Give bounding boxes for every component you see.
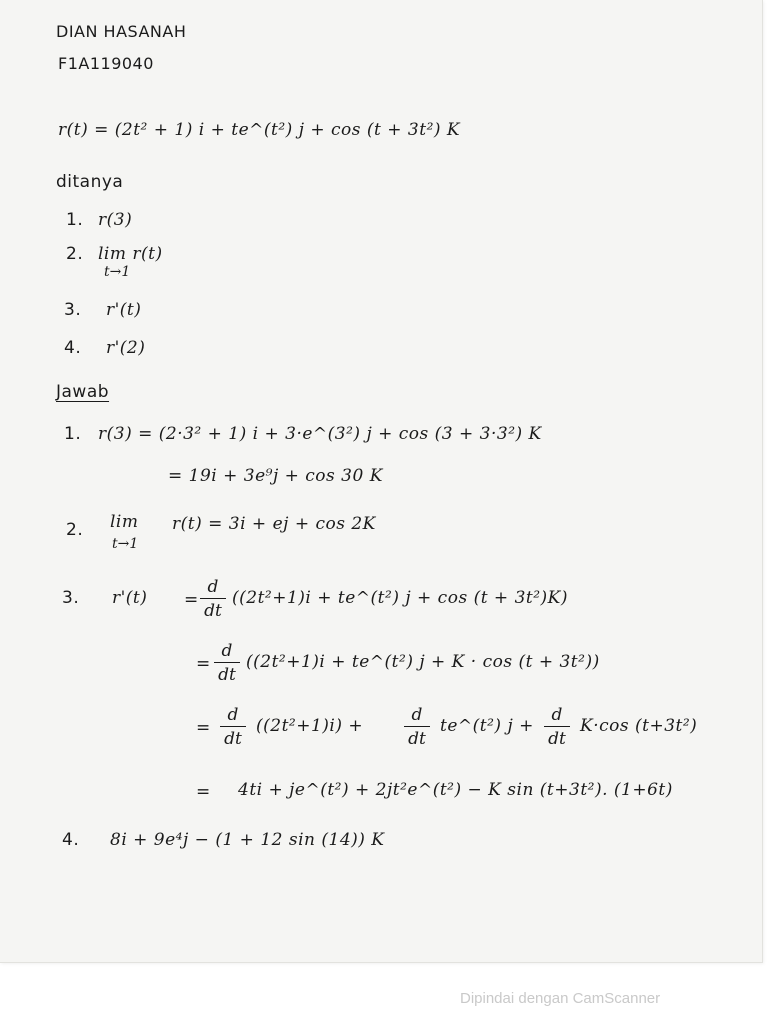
answer-3-line-3a: ((2t²+1)i) + [256,716,364,736]
derivative-numerator: d [544,704,570,727]
derivative-operator-2 [214,640,240,687]
asked-item-2-num: 2. [66,244,84,264]
asked-item-3: r'(t) [106,300,142,320]
asked-heading: ditanya [56,172,124,192]
answer-2-lim: lim [110,512,139,532]
derivative-operator-3 [220,704,246,751]
asked-item-2-limit: t→1 [104,264,131,280]
derivative-numerator: d [214,640,240,663]
answer-2-limit: t→1 [112,536,139,552]
answer-3-lhs: r'(t) [112,588,148,608]
derivative-denominator: dt [204,601,222,621]
derivative-operator-5 [544,704,570,751]
derivative-denominator: dt [224,729,242,749]
answer-2-num: 2. [66,520,84,540]
answer-1-line-1: r(3) = (2·3² + 1) i + 3·e^(3²) j + cos (3 + 3·3²) K [98,424,542,444]
derivative-operator-1 [200,576,226,623]
answer-heading: Jawab [56,382,110,402]
answer-1-line-2: = 19i + 3e⁹j + cos 30 K [168,466,383,486]
answer-4-num: 4. [62,830,80,850]
answer-3-line-3c: K·cos (t+3t²) [580,716,698,736]
asked-item-1: r(3) [98,210,133,230]
derivative-operator-4 [404,704,430,751]
derivative-numerator: d [220,704,246,727]
asked-item-4-num: 4. [64,338,82,358]
derivative-denominator: dt [548,729,566,749]
answer-2-line: r(t) = 3i + ej + cos 2K [172,514,376,534]
derivative-numerator: d [404,704,430,727]
asked-item-1-num: 1. [66,210,84,230]
derivative-denominator: dt [408,729,426,749]
asked-item-2: lim r(t) [98,244,163,264]
student-name: DIAN HASANAH [56,22,187,41]
notebook-sheet: DIAN HASANAH F1A119040 r(t) = (2t² + 1) i + te^(t²) j + cos (t + 3t²) K ditanya 1. r(3) 2. lim r(t) t→1 3. r'(t) 4. r'(2) Jawab 1. r(3) = (2·3² + 1) i + 3·e^(3²) j + cos (3 + 3·3²) K = 19i + 3e⁹j + cos 30 K 2. lim t→1 r(t) = 3i + ej + cos 2K 3. r'(t) = $\frac{d}{dt}$ ((2t²+1)i + te^(t²) j + cos (t + 3t²)K) = $\frac{d}{dt}$ ((2t²+1)i + te^(t²) j + K · cos (t + 3t²)) = $\frac{d}{dt}$ ((2t²+1)i) + $\frac{d}{dt}$ te^(t²) j + $\frac{d}{dt}$ K·cos (t+3t²) = 4ti + je^(t²) + 2jt²e^(t²) − K sin (t+3t²). (1+6t) 4. 8i + 9e⁴j − (1 + 12 sin (14)) K [0,0,763,963]
camscanner-watermark: Dipindai dengan CamScanner [460,990,661,1007]
answer-3-line-3b: te^(t²) j + [440,716,534,736]
problem-function: r(t) = (2t² + 1) i + te^(t²) j + cos (t + 3t²) K [58,120,461,140]
answer-3-line-1: ((2t²+1)i + te^(t²) j + cos (t + 3t²)K) [232,588,569,608]
derivative-numerator: d [200,576,226,599]
asked-item-3-num: 3. [64,300,82,320]
derivative-denominator: dt [218,665,236,685]
asked-item-4: r'(2) [106,338,146,358]
answer-3-line-4: 4ti + je^(t²) + 2jt²e^(t²) − K sin (t+3t²). (1+6t) [238,780,673,800]
answer-3-num: 3. [62,588,80,608]
answer-3-line-2: ((2t²+1)i + te^(t²) j + K · cos (t + 3t²)) [246,652,600,672]
answer-4-line: 8i + 9e⁴j − (1 + 12 sin (14)) K [110,830,385,850]
answer-1-num: 1. [64,424,82,444]
student-id: F1A119040 [58,54,154,73]
